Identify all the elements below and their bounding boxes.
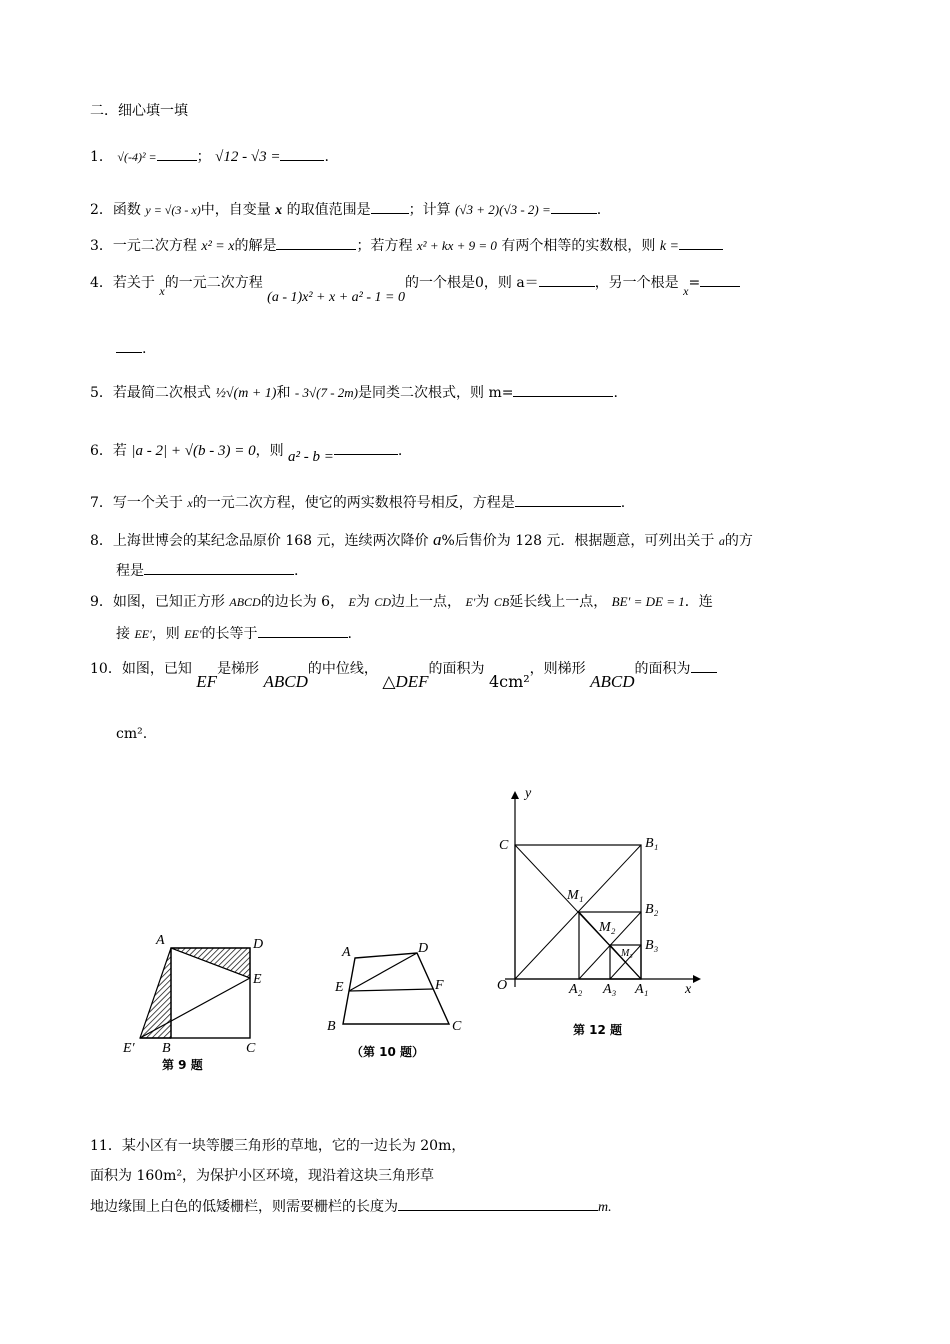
trapezoid-abcd	[343, 953, 449, 1024]
question-4-cont: .	[116, 338, 146, 359]
blank-q4a	[539, 272, 595, 287]
question-11-line1: 11．某小区有一块等腰三角形的草地，它的一边长为 20m，	[90, 1138, 466, 1154]
section-title: 二．细心填一填	[90, 103, 188, 119]
question-1: 1． √(-4)² = ； √12 - √3 = .	[90, 146, 329, 167]
figure-12: y x C O B₁ B₂ B₃ M₁ M₂ M₃ A₂ A₃ A₁ 第 12 题	[485, 785, 705, 1045]
blank-q3b	[679, 235, 723, 250]
question-8: 8．上海世博会的某纪念品原价 168 元，连续两次降价 a%后售价为 128 元．根据题意，可列出关于 a的方	[90, 530, 753, 549]
blank-q2b	[551, 199, 597, 214]
midline-ef	[349, 989, 433, 991]
y-axis-arrow	[511, 791, 519, 799]
blank-q7	[515, 492, 621, 507]
segment-de	[349, 953, 417, 991]
expr-sqrt-neg4: √(-4)² =	[117, 150, 157, 164]
figure-10-caption: （第 10 题）	[351, 1045, 425, 1059]
figure-9: A D E E′ B C 第 9 题	[118, 930, 278, 1080]
blank-q5	[513, 382, 613, 397]
question-9-cont: 接 EE′，则 EE′的长等于 .	[116, 623, 352, 644]
figure-12-caption: 第 12 题	[573, 1023, 623, 1037]
question-7: 7．写一个关于 x的一元二次方程，使它的两实数根符号相反，方程是 .	[90, 492, 625, 513]
blank-q2a	[371, 199, 409, 214]
question-10: 10．如图，已知 EF是梯形 ABCD的中位线， △DEF的面积为 4cm²，则梯形 ABCD的面积为	[90, 658, 717, 679]
blank-q9	[258, 623, 348, 638]
figure-9-caption: 第 9 题	[162, 1058, 203, 1072]
blank-q4c	[116, 338, 142, 353]
blank-q8	[144, 560, 294, 575]
question-8-cont: 程是 .	[116, 560, 298, 581]
expr-sqrt12-sqrt3: √12 - √3 =	[215, 149, 281, 165]
question-11-line3: 地边缘围上白色的低矮栅栏，则需要栅栏的长度为 m.	[90, 1196, 612, 1218]
question-5: 5．若最简二次根式 ½√(m + 1)和 - 3√(7 - 2m)是同类二次根式，则 m= .	[90, 382, 618, 404]
question-4: 4．若关于 x的一元二次方程 (a - 1)x² + x + a² - 1 = 0的一个根是0，则 a＝ ，另一个根是 x=	[90, 272, 740, 294]
question-6: 6．若 |a - 2| + √(b - 3) = 0，则 a² - b = .	[90, 440, 402, 461]
question-11-line2: 面积为 160m²，为保护小区环境，现沿着这块三角形草	[90, 1168, 435, 1184]
blank-q1b	[280, 146, 324, 161]
x-axis-arrow	[693, 975, 701, 983]
question-10-cont: cm².	[116, 726, 148, 742]
question-9: 9．如图，已知正方形 ABCD的边长为 6， E为 CD边上一点， E′为 CB延长线上一点， BE′ = DE = 1．连	[90, 594, 713, 610]
blank-q1a	[157, 146, 197, 161]
blank-q10	[691, 658, 717, 673]
blank-q11	[398, 1196, 598, 1211]
blank-q4b	[700, 272, 740, 287]
question-2: 2．函数 y = √(3 - x)中，自变量 x 的取值范围是 ；计算 (√3 + 2)(√3 - 2) = .	[90, 199, 601, 221]
figure-10: A D E F B C （第 10 题）	[325, 938, 475, 1063]
hatched-triangle-left	[140, 948, 171, 1038]
question-3: 3．一元二次方程 x² = x的解是 ；若方程 x² + kx + 9 = 0 有两个相等的实数根，则 k =	[90, 235, 723, 257]
figure-12-drawing	[485, 785, 705, 1045]
blank-q3a	[276, 235, 356, 250]
blank-q6	[334, 440, 398, 455]
